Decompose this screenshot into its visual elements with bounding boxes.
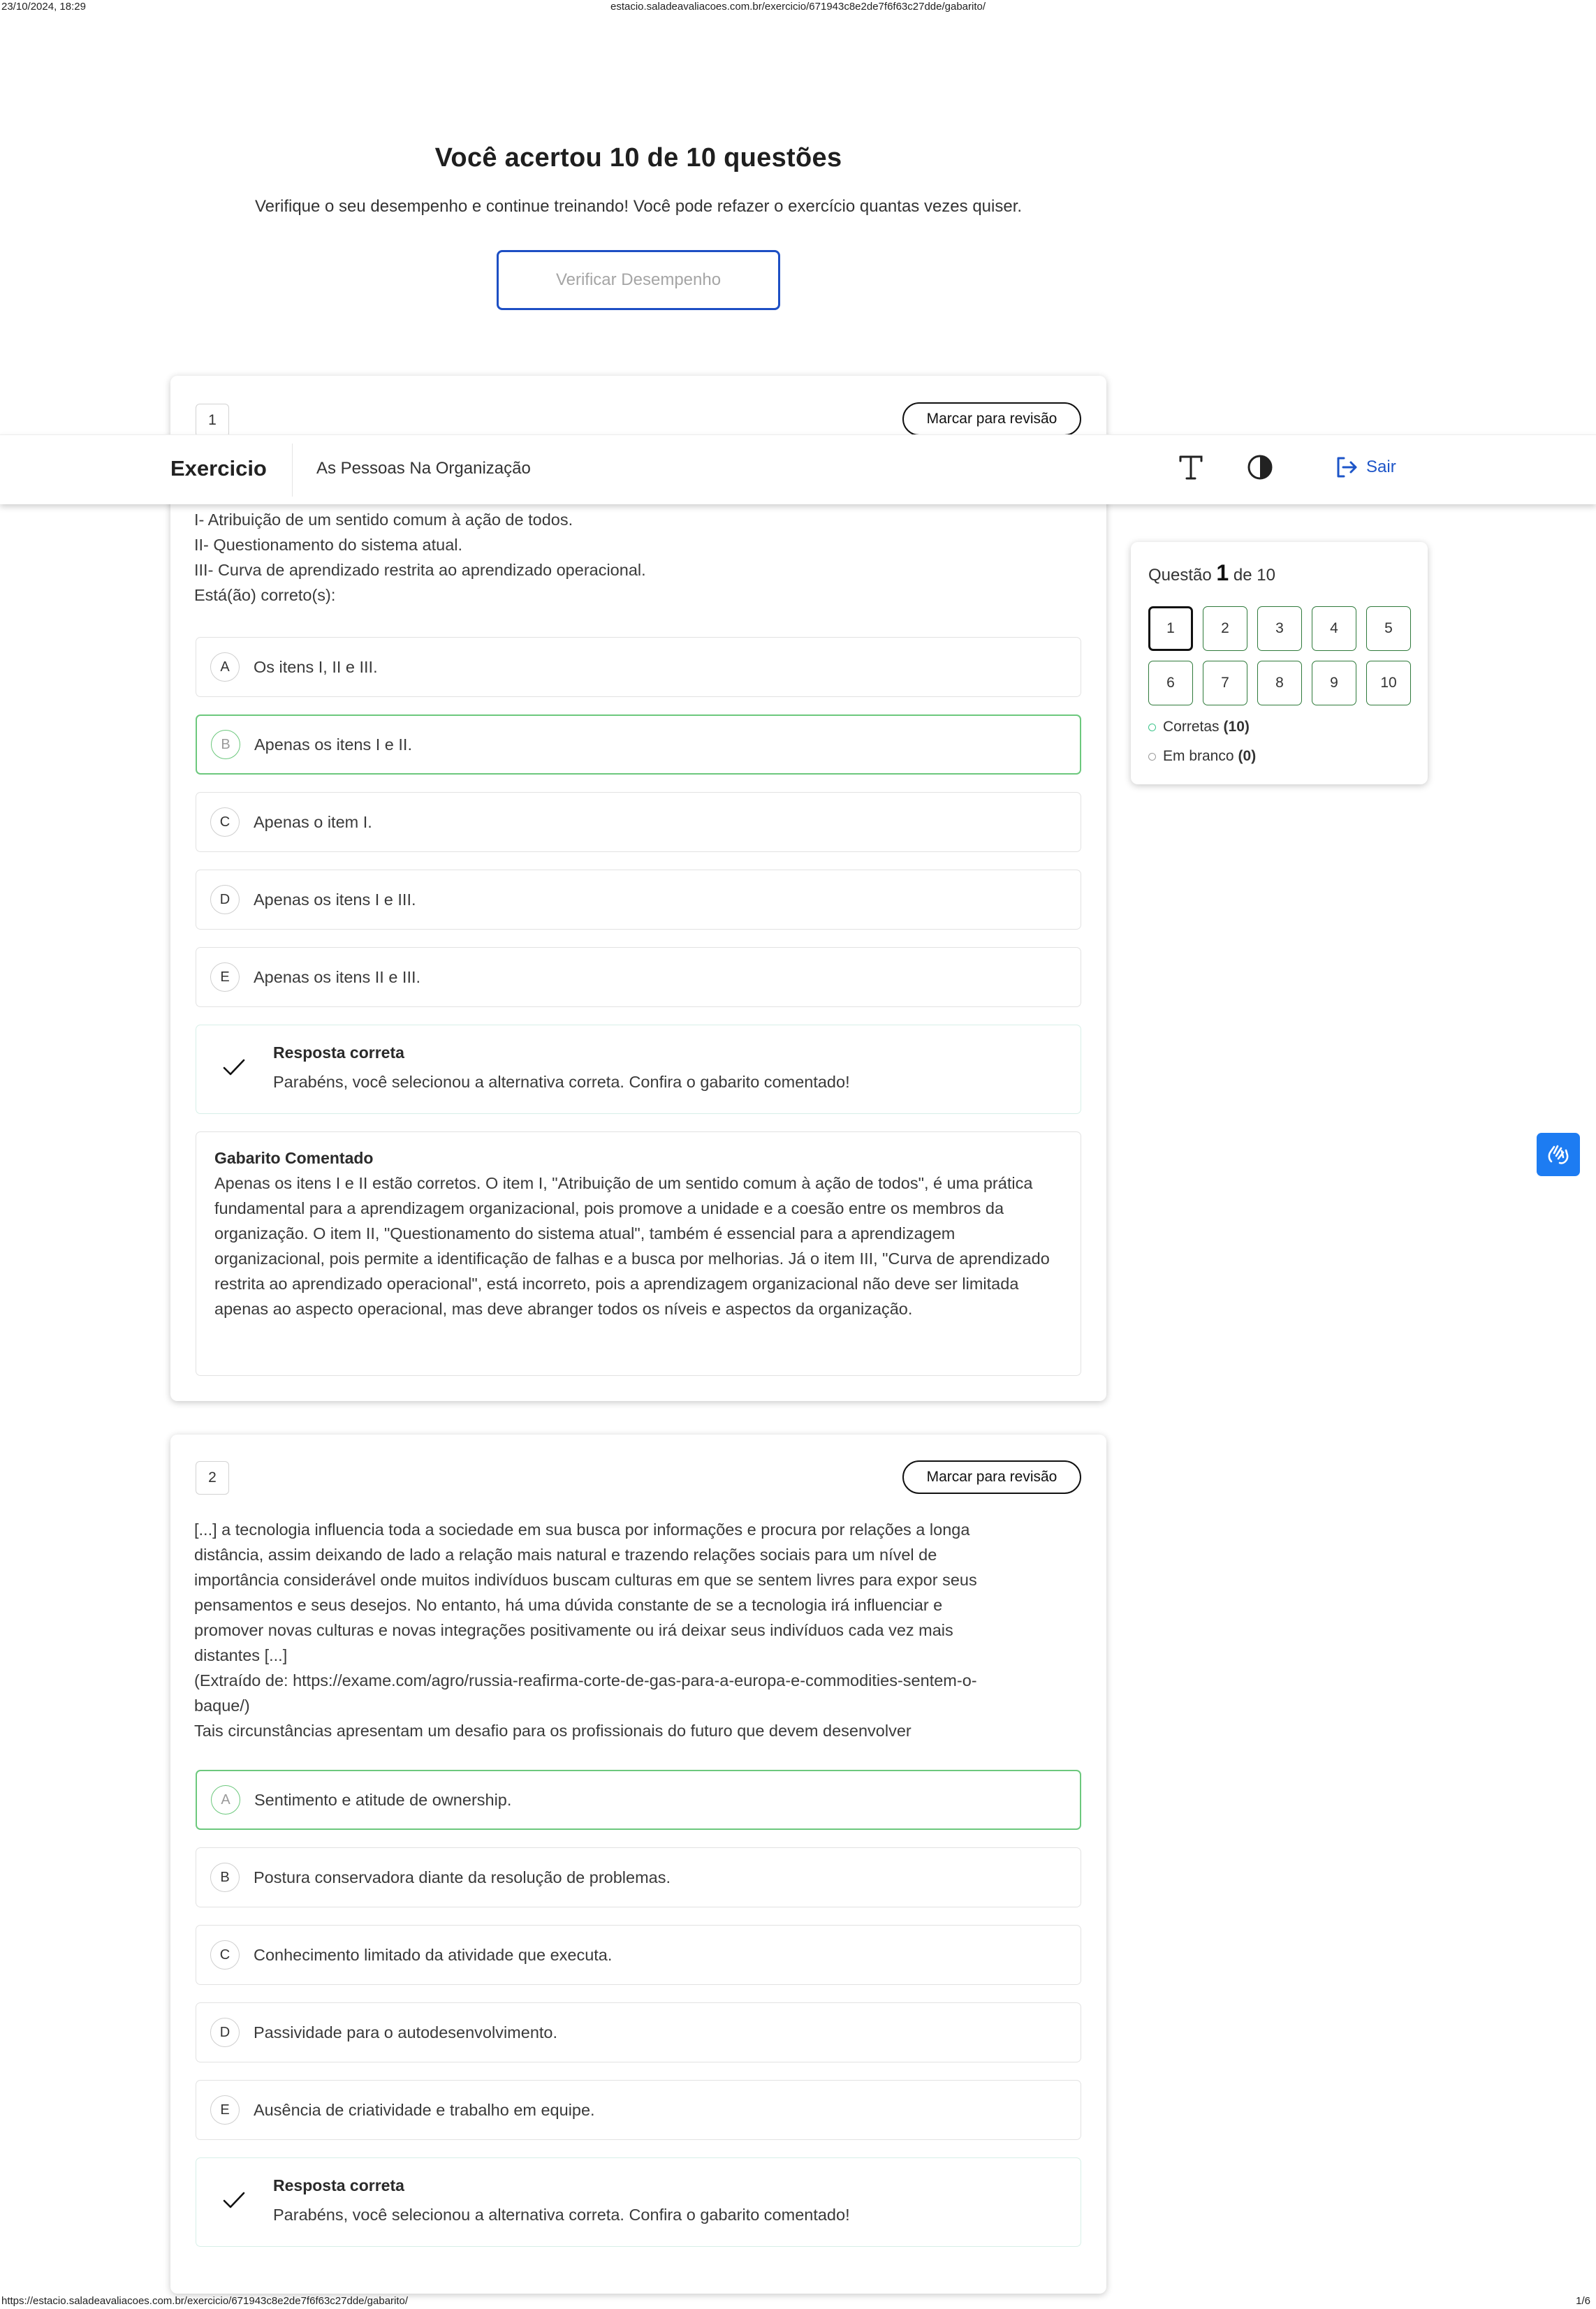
check-icon	[220, 1053, 248, 1081]
option-text: Os itens I, II e III.	[254, 657, 378, 676]
stem-line: II- Questionamento do sistema atual.	[194, 536, 463, 554]
question-stem	[194, 1517, 1081, 1743]
legend-correct-count: (10)	[1223, 719, 1250, 735]
score-subtitle: Verifique o seu desempenho e continue treinando! Você pode refazer o exercício quantas vezes quiser.	[254, 197, 1023, 216]
option-text: Sentimento e atitude de ownership.	[254, 1790, 512, 1809]
option-a[interactable]	[196, 637, 1081, 697]
result-text: Parabéns, você selecionou a alternativa correta. Confira o gabarito comentado!	[273, 1073, 850, 1091]
legend-correct-label: Corretas	[1163, 719, 1220, 735]
question-number: 1	[196, 404, 229, 437]
commented-answer	[196, 1131, 1081, 1376]
option-d[interactable]	[196, 870, 1081, 930]
option-letter: C	[210, 1940, 240, 1970]
option-letter: D	[210, 885, 240, 914]
hands-icon	[1544, 1141, 1572, 1168]
question-card-1	[170, 376, 1106, 1401]
navigator-label: Questão	[1148, 566, 1212, 585]
navigator-title	[1148, 560, 1275, 586]
option-a[interactable]	[196, 1770, 1081, 1830]
print-footer-url: https://estacio.saladeavaliacoes.com.br/exercicio/671943c8e2de7f6f63c27dde/gabarito/	[1, 2295, 409, 2307]
option-e[interactable]	[196, 947, 1081, 1007]
legend-blank-label: Em branco	[1163, 748, 1234, 764]
app-brand: Exercicio	[170, 456, 267, 481]
print-date: 23/10/2024, 18:29	[1, 1, 86, 13]
logout-button[interactable]	[1334, 453, 1396, 481]
correct-dot-icon	[1148, 724, 1156, 731]
print-url: estacio.saladeavaliacoes.com.br/exercicio/671943c8e2de7f6f63c27dde/gabarito/	[610, 1, 986, 13]
option-text: Apenas o item I.	[254, 812, 372, 831]
verify-performance-button[interactable]: Verificar Desempenho	[497, 250, 780, 310]
legend-correct	[1148, 719, 1250, 735]
subject-title: As Pessoas Na Organização	[316, 459, 531, 478]
result-text: Parabéns, você selecionou a alternativa correta. Confira o gabarito comentado!	[273, 2206, 850, 2224]
result-box	[196, 1025, 1081, 1114]
option-letter: E	[210, 2095, 240, 2125]
result-title: Resposta correta	[273, 2176, 404, 2194]
nav-question-7[interactable]: 7	[1203, 661, 1247, 705]
legend-blank-count: (0)	[1238, 748, 1257, 764]
print-page-number: 1/6	[1576, 2295, 1590, 2307]
question-number: 2	[196, 1461, 229, 1495]
stem-line: [...] a tecnologia influencia toda a sociedade em sua busca por informações e procura por relações a longa	[194, 1520, 970, 1539]
print-footer	[0, 2295, 1596, 2309]
option-text: Apenas os itens I e II.	[254, 735, 412, 754]
option-letter: D	[210, 2018, 240, 2047]
stem-line: Está(ão) correto(s):	[194, 586, 336, 604]
stem-line: importância considerável onde muitos indivíduos buscam culturas em que se sentem livres para expor seus	[194, 1571, 977, 1589]
stem-line: III- Curva de aprendizado restrita ao aprendizado operacional.	[194, 561, 646, 579]
option-b[interactable]	[196, 714, 1081, 775]
option-letter: B	[210, 1863, 240, 1892]
stem-line: distantes [...]	[194, 1646, 288, 1664]
question-navigator	[1131, 542, 1428, 784]
navigator-total: de 10	[1233, 566, 1275, 585]
nav-question-2[interactable]: 2	[1203, 606, 1247, 651]
result-summary	[170, 143, 1106, 217]
option-text: Postura conservadora diante da resolução de problemas.	[254, 1868, 671, 1886]
stem-line: distância, assim deixando de lado a relação mais natural e trazendo relações sociais para um nível de	[194, 1546, 937, 1564]
nav-question-10[interactable]: 10	[1366, 661, 1411, 705]
topbar-divider	[292, 444, 293, 497]
option-text: Apenas os itens I e III.	[254, 890, 416, 909]
logout-label: Sair	[1366, 457, 1396, 476]
stem-line: I- Atribuição de um sentido comum à ação de todos.	[194, 511, 573, 529]
option-c[interactable]	[196, 1925, 1081, 1985]
nav-question-6[interactable]: 6	[1148, 661, 1193, 705]
navigator-current: 1	[1216, 560, 1229, 585]
stem-line: promover novas culturas e novas integrações positivamente ou irá deixar seus indivíduos cada vez mais	[194, 1621, 953, 1639]
logout-icon	[1334, 455, 1359, 480]
stem-line: Tais circunstâncias apresentam um desafio para os profissionais do futuro que devem desenvolver	[194, 1722, 912, 1740]
result-title: Resposta correta	[273, 1043, 404, 1062]
top-navigation-bar	[0, 434, 1596, 504]
blank-dot-icon	[1148, 753, 1156, 761]
option-text: Conhecimento limitado da atividade que executa.	[254, 1945, 613, 1964]
option-letter: B	[211, 730, 240, 759]
option-b[interactable]	[196, 1847, 1081, 1907]
stem-line: pensamentos e seus desejos. No entanto, há uma dúvida constante de se a tecnologia irá influenciar e	[194, 1596, 943, 1614]
mark-for-review-button[interactable]: Marcar para revisão	[902, 1460, 1081, 1494]
nav-question-1[interactable]: 1	[1148, 606, 1193, 651]
nav-question-3[interactable]: 3	[1257, 606, 1302, 651]
sign-language-button[interactable]	[1537, 1133, 1580, 1176]
commented-answer-title: Gabarito Comentado	[214, 1149, 374, 1167]
legend-blank	[1148, 748, 1256, 765]
option-text: Passividade para o autodesenvolvimento.	[254, 2023, 558, 2042]
contrast-icon[interactable]	[1247, 454, 1273, 481]
option-letter: C	[210, 807, 240, 837]
nav-question-4[interactable]: 4	[1312, 606, 1356, 651]
stem-line: baque/)	[194, 1696, 250, 1715]
nav-question-5[interactable]: 5	[1366, 606, 1411, 651]
option-text: Ausência de criatividade e trabalho em equipe.	[254, 2100, 595, 2119]
option-letter: E	[210, 962, 240, 992]
stem-line: (Extraído de: https://exame.com/agro/russia-reafirma-corte-de-gas-para-a-europa-e-commodities-sentem-o-	[194, 1671, 977, 1689]
option-c[interactable]	[196, 792, 1081, 852]
option-e[interactable]	[196, 2080, 1081, 2140]
nav-question-8[interactable]: 8	[1257, 661, 1302, 705]
option-d[interactable]	[196, 2002, 1081, 2062]
option-text: Apenas os itens II e III.	[254, 967, 421, 986]
question-card-2	[170, 1435, 1106, 2294]
nav-question-9[interactable]: 9	[1312, 661, 1356, 705]
result-box	[196, 2157, 1081, 2247]
font-size-icon[interactable]	[1178, 453, 1204, 481]
score-title: Você acertou 10 de 10 questões	[434, 143, 842, 173]
commented-answer-text: Apenas os itens I e II estão corretos. O item I, "Atribuição de um sentido comum à ação de todos", é uma prática fundamental para a aprendizagem organizacional, pois promove a unidade e a coesão entre os membros da organização. O item II, "Questionamento do sistema atual", também é essencial para a aprendizagem organizacional, pois permite a identificação de falhas e a busca por melhorias. Já o item III, "Curva de aprendizado restrita ao aprendizado operacional", está incorreto, pois a aprendizagem organizacional não deve ser limitada apenas ao aspecto operacional, mas deve abranger todos os níveis e aspectos da organização.	[214, 1174, 1050, 1318]
option-letter: A	[210, 652, 240, 682]
mark-for-review-button[interactable]: Marcar para revisão	[902, 402, 1081, 436]
print-header	[0, 0, 1596, 15]
option-letter: A	[211, 1785, 240, 1815]
check-icon	[220, 2186, 248, 2214]
